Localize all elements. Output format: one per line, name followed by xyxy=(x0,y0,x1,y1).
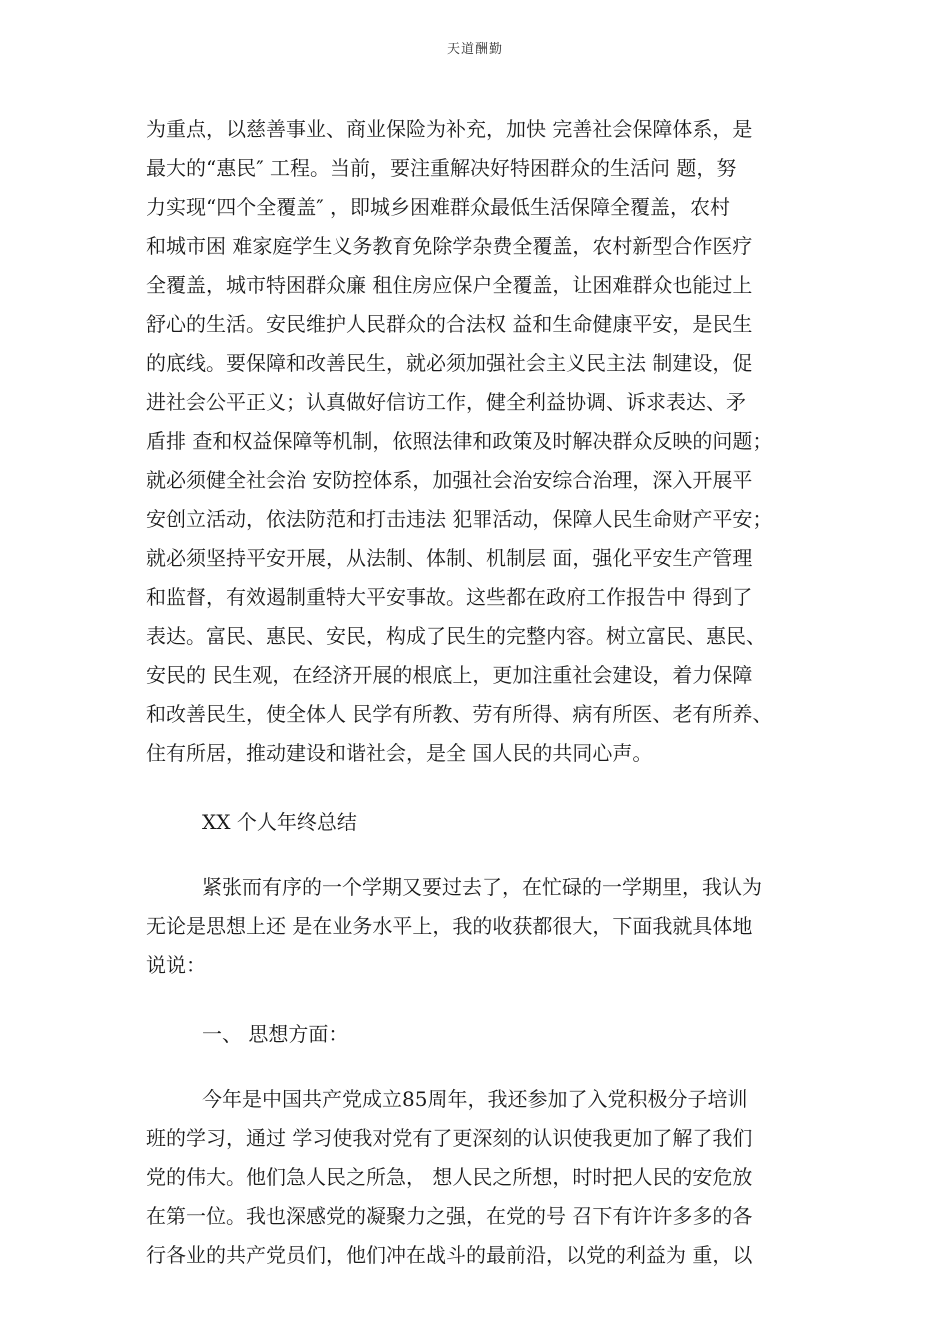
paragraph-2 xyxy=(146,868,814,985)
text-line: 和监督，有效遏制重特大平安事故。这些都在政府工作报告中 得到了 xyxy=(146,585,753,609)
text-line: 安创立活动，依法防范和打击违法 犯罪活动，保障人民生命财产平安； xyxy=(146,507,773,531)
text-line: 力实现“四个全覆盖″ ，即城乡困难群众最低生活保障全覆盖，农村 xyxy=(146,195,731,219)
text-line: 就必须健全社会治 安防控体系，加强社会治安综合治理，深入开展平 xyxy=(146,468,753,492)
document-body xyxy=(146,110,814,1275)
text-line: 就必须坚持平安开展，从法制、体制、机制层 面，强化平安生产管理 xyxy=(146,546,753,570)
page-header: 天道酬勤 xyxy=(446,42,503,57)
heading-thought: 一、 思想方面： xyxy=(202,1022,349,1046)
text-line: 全覆盖，城市特困群众廉 租住房应保户全覆盖，让困难群众也能过上 xyxy=(146,273,753,297)
text-line: 盾排 查和权益保障等机制，依照法律和政策及时解决群众反映的问题； xyxy=(146,429,773,453)
text-line: 党的伟大。他们急人民之所急， 想人民之所想，时时把人民的安危放 xyxy=(146,1165,753,1189)
text-line: 今年是中国共产党成立85周年，我还参加了入党积极分子培训 xyxy=(202,1087,748,1111)
text-line: 行各业的共产党员们，他们冲在战斗的最前沿，以党的利益为 重，以 xyxy=(146,1243,753,1267)
text-line: 说说： xyxy=(146,953,206,977)
text-line: 紧张而有序的一个学期又要过去了，在忙碌的一学期里，我认为 xyxy=(202,875,762,899)
section-title: XX 个人年终总结 xyxy=(202,810,357,834)
text-line: 无论是思想上还 是在业务水平上，我的收获都很大，下面我就具体地 xyxy=(146,914,753,938)
text-line: 的底线。要保障和改善民生，就必须加强社会主义民主法 制建设，促 xyxy=(146,351,753,375)
text-line: 住有所居，推动建设和谐社会，是全 国人民的共同心声。 xyxy=(146,741,653,765)
text-line: 在第一位。我也深感党的凝聚力之强，在党的号 召下有许许多多的各 xyxy=(146,1204,753,1228)
text-line: 班的学习，通过 学习使我对党有了更深刻的认识使我更加了解了我们 xyxy=(146,1126,753,1150)
paragraph-3 xyxy=(146,1080,814,1275)
text-line: 舒心的生活。安民维护人民群众的合法权 益和生命健康平安，是民生 xyxy=(146,312,753,336)
text-line: 安民的 民生观，在经济开展的根底上，更加注重社会建设，着力保障 xyxy=(146,663,753,687)
paragraph-gap xyxy=(146,985,814,1015)
paragraph-gap xyxy=(146,773,814,803)
text-line: 进社会公平正义；认真做好信访工作，健全利益协调、诉求表达、矛 xyxy=(146,390,746,414)
paragraph-gap xyxy=(146,842,814,868)
paragraph-1 xyxy=(146,110,814,773)
text-line: 表达。富民、惠民、安民，构成了民生的完整内容。树立富民、惠民、 xyxy=(146,624,766,648)
paragraph-gap xyxy=(146,1054,814,1080)
text-line: 和城市困 难家庭学生义务教育免除学杂费全覆盖，农村新型合作医疗 xyxy=(146,234,753,258)
text-line: 和改善民生，使全体人 民学有所教、劳有所得、病有所医、老有所养、 xyxy=(146,702,773,726)
text-line: 为重点，以慈善事业、商业保险为补充，加快 完善社会保障体系，是 xyxy=(146,117,753,141)
text-line: 最大的“惠民″ 工程。当前，要注重解决好特困群众的生活问 题，努 xyxy=(146,156,737,180)
